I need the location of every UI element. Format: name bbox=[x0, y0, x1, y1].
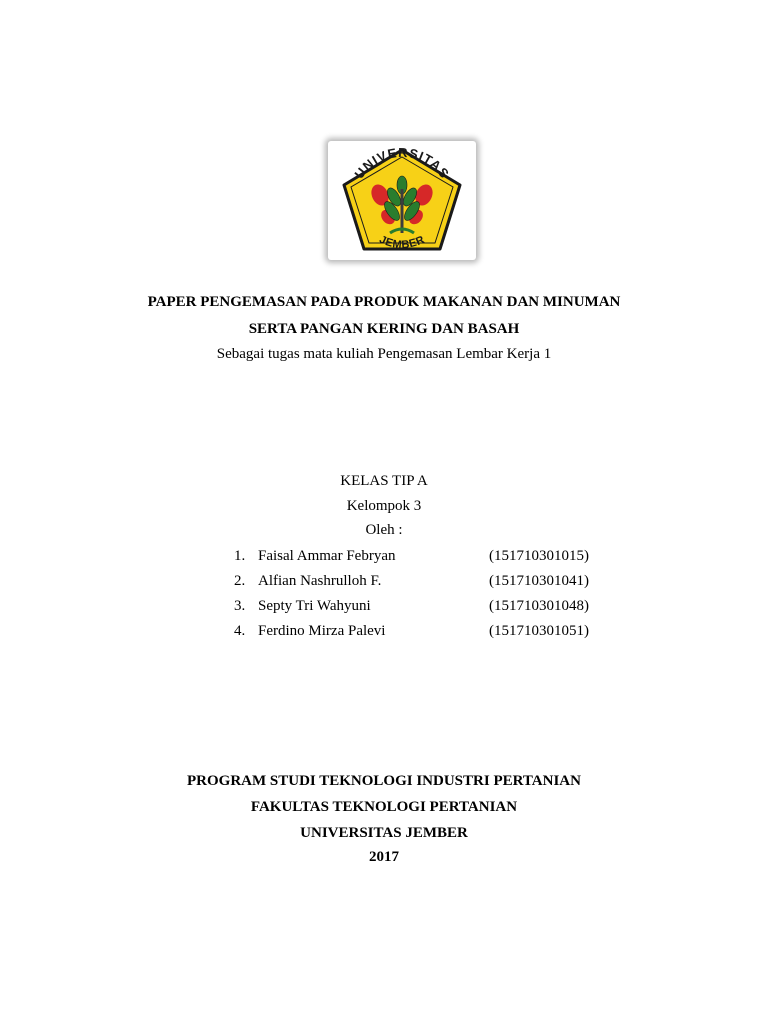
university-jember-emblem-icon bbox=[336, 145, 468, 256]
document-subtitle: Sebagai tugas mata kuliah Pengemasan Lembar Kerja 1 bbox=[216, 346, 552, 362]
member-name: Ferdino Mirza Palevi bbox=[258, 623, 386, 639]
study-program: PROGRAM STUDI TEKNOLOGI INDUSTRI PERTANIAN bbox=[187, 773, 581, 789]
group-label: Kelompok 3 bbox=[346, 498, 422, 514]
member-number: 3. bbox=[234, 598, 246, 614]
member-nim: (151710301041) bbox=[489, 573, 589, 589]
list-item bbox=[0, 572, 768, 597]
member-number: 4. bbox=[234, 623, 246, 639]
university-logo bbox=[328, 141, 476, 260]
by-label: Oleh : bbox=[365, 522, 403, 538]
list-item bbox=[0, 622, 768, 647]
member-nim: (151710301051) bbox=[489, 623, 589, 639]
member-nim: (151710301048) bbox=[489, 598, 589, 614]
university-name: UNIVERSITAS JEMBER bbox=[300, 825, 468, 841]
logo-bottom-text: JEMBER bbox=[377, 233, 427, 252]
document-year: 2017 bbox=[369, 849, 399, 865]
member-number: 1. bbox=[234, 548, 246, 564]
member-nim: (151710301015) bbox=[489, 548, 589, 564]
logo-top-text: UNIVERSITAS bbox=[351, 145, 453, 182]
list-item bbox=[0, 597, 768, 622]
member-name: Alfian Nashrulloh F. bbox=[258, 573, 382, 589]
class-label: KELAS TIP A bbox=[340, 473, 428, 489]
document-title-line-2: SERTA PANGAN KERING DAN BASAH bbox=[248, 321, 520, 337]
member-name: Septy Tri Wahyuni bbox=[258, 598, 371, 614]
list-item bbox=[0, 547, 768, 572]
faculty-name: FAKULTAS TEKNOLOGI PERTANIAN bbox=[250, 799, 518, 815]
member-list bbox=[0, 547, 768, 647]
member-number: 2. bbox=[234, 573, 246, 589]
member-name: Faisal Ammar Febryan bbox=[258, 548, 396, 564]
document-title-line-1: PAPER PENGEMASAN PADA PRODUK MAKANAN DAN MINUMAN bbox=[147, 294, 621, 310]
